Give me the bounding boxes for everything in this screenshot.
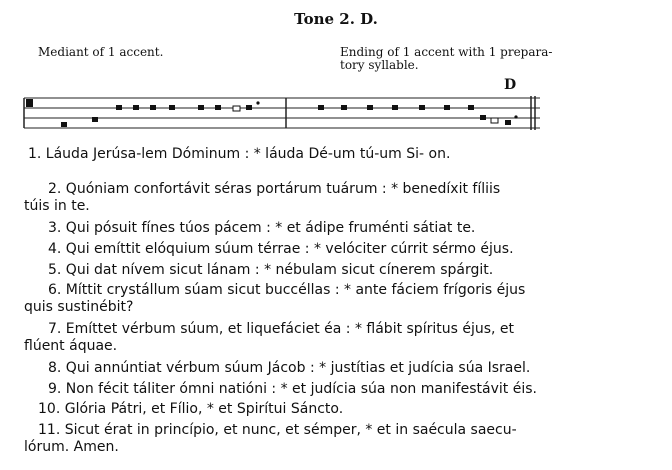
note [116, 105, 122, 110]
note [246, 105, 252, 110]
note [505, 120, 511, 125]
note [318, 105, 324, 110]
verse-7-line2: flúent áquae. [24, 338, 118, 354]
note [61, 122, 67, 127]
note-dot [514, 115, 517, 118]
ending-caption-line2: tory syllable. [340, 58, 419, 72]
verse-5: 5. Qui dat nívem sicut lánam : * nébulam sicut cínerem spárgit. [48, 262, 494, 278]
verse-9: 9. Non fécit táliter ómni natióni : * et judícia súa non manifestávit éis. [48, 381, 537, 397]
verse-11-line2: lórum. Amen. [24, 439, 119, 455]
notes [26, 99, 518, 127]
note [215, 105, 221, 110]
ending-caption-line1: Ending of 1 accent with 1 prepara- [340, 45, 553, 59]
note [198, 105, 204, 110]
note-dot [256, 101, 259, 104]
verse-10: 10. Glória Pátri, et Fílio, * et Spirítui Sáncto. [38, 401, 344, 417]
bar-lines [24, 96, 535, 130]
verse-7-line1: 7. Emíttet vérbum súum, et liquefáciet éa : * flábit spíritus éjus, et [48, 321, 515, 337]
clef-sign [26, 99, 33, 107]
verse-6-line1: 6. Míttit crystállum súam sicut buccéllas : * ante fáciem frígoris éjus [48, 282, 526, 298]
note [92, 117, 98, 122]
note [444, 105, 450, 110]
verse-2-line1: 2. Quóniam confortávit séras portárum tuárum : * benedíxit fíliis [48, 181, 501, 197]
note [367, 105, 373, 110]
verse-3: 3. Qui pósuit fínes túos pácem : * et ádipe fruménti sátiat te. [48, 220, 476, 236]
chant-staff [0, 0, 672, 140]
note [150, 105, 156, 110]
verse-2-line2: túis in te. [24, 198, 90, 214]
note-hollow [491, 118, 498, 123]
note [468, 105, 474, 110]
note [480, 115, 486, 120]
note [392, 105, 398, 110]
verse-4: 4. Qui emíttit elóquium súum térrae : * velóciter cúrrit sérmo éjus. [48, 241, 514, 257]
verse-1: 1. Láuda Jerúsa-lem Dóminum : * láuda Dé-um tú-um Si- on. [28, 146, 451, 162]
note-hollow [233, 106, 240, 111]
ending-letter: D [504, 77, 517, 93]
mediant-caption: Mediant of 1 accent. [38, 45, 164, 59]
note [133, 105, 139, 110]
note [169, 105, 175, 110]
page-title: Tone 2. D. [294, 10, 378, 28]
note [419, 105, 425, 110]
verse-11-line1: 11. Sicut érat in princípio, et nunc, et sémper, * et in saécula saecu- [38, 422, 517, 438]
verse-8: 8. Qui annúntiat vérbum súum Jácob : * justítias et judícia súa Israel. [48, 360, 531, 376]
verse-6-line2: quis sustinébit? [24, 299, 134, 315]
note [341, 105, 347, 110]
staff-lines [24, 98, 540, 128]
